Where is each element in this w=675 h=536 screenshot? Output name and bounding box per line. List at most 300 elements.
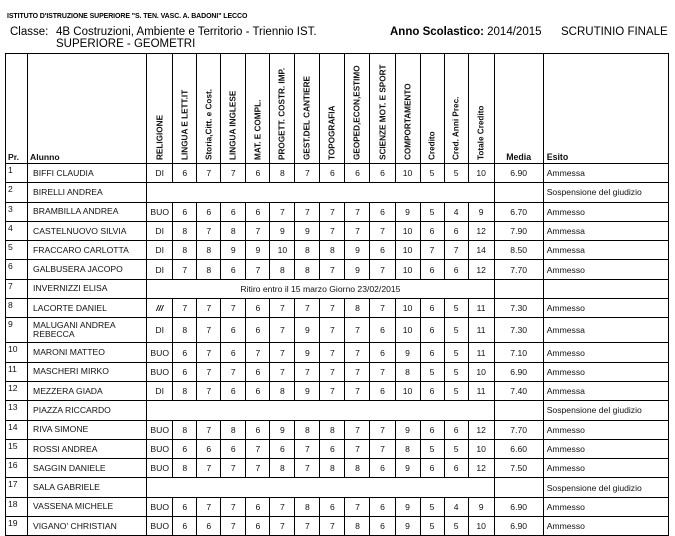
media-value: 6.90 xyxy=(494,497,543,516)
esito-value: Ammesso xyxy=(543,517,668,536)
school-year-value: 2014/2015 xyxy=(487,26,542,38)
grade-cell: 7 xyxy=(173,299,197,318)
column-header-label: GEOPED,ECON,ESTIMO xyxy=(352,65,362,160)
media-value: 8.50 xyxy=(494,241,543,260)
grade-cell: 6 xyxy=(246,420,270,439)
table-row xyxy=(6,241,669,260)
grade-cell: 7 xyxy=(246,459,270,478)
student-name: GALBUSERA JACOPO xyxy=(28,260,147,279)
student-name: BIFFI CLAUDIA xyxy=(28,164,147,183)
grade-cell: 9 xyxy=(345,241,370,260)
grade-cell: 7 xyxy=(320,221,345,240)
esito-value: Ammesso xyxy=(543,202,668,221)
grade-cell: 6 xyxy=(173,439,197,458)
column-header-label: LINGUA INGLESE xyxy=(228,90,238,160)
column-header-subject xyxy=(246,54,270,164)
grade-cell: 7 xyxy=(270,299,295,318)
grade-cell: 7 xyxy=(270,497,295,516)
row-number: 11 xyxy=(6,362,28,381)
grade-cell: 6 xyxy=(370,459,395,478)
grade-cell: 5 xyxy=(444,439,468,458)
grade-cell: 6 xyxy=(173,202,197,221)
student-name: MALUGANI ANDREA REBECCA xyxy=(28,318,147,343)
grade-cell: 5 xyxy=(420,439,444,458)
grade-cell: 5 xyxy=(444,318,468,343)
grade-cell: 9 xyxy=(345,260,370,279)
grade-cell: 8 xyxy=(295,260,320,279)
esito-value: Ammessa xyxy=(543,221,668,240)
row-number: 10 xyxy=(6,343,28,362)
grade-cell: 7 xyxy=(270,362,295,381)
table-row xyxy=(6,260,669,279)
grade-cell: 7 xyxy=(320,362,345,381)
grade-cell: 6 xyxy=(420,459,444,478)
grade-cell: 7 xyxy=(270,343,295,362)
grade-cell: 6 xyxy=(444,420,468,439)
media-value: 7.10 xyxy=(494,343,543,362)
grade-cell: 6 xyxy=(246,381,270,400)
esito-value: Ammesso xyxy=(543,459,668,478)
row-note xyxy=(147,183,494,202)
row-number: 7 xyxy=(6,279,28,298)
row-number: 15 xyxy=(6,439,28,458)
grade-cell: 10 xyxy=(395,318,420,343)
esito-value: Sospensione del giudizio xyxy=(543,183,668,202)
religion-grade: BUO xyxy=(147,497,173,516)
grade-cell: 8 xyxy=(173,241,197,260)
grade-cell: 10 xyxy=(395,299,420,318)
grade-cell: 8 xyxy=(295,420,320,439)
grade-cell: 6 xyxy=(420,260,444,279)
religion-grade: DI xyxy=(147,381,173,400)
grade-cell: 8 xyxy=(197,260,221,279)
column-header-label: COMPORTAMENTO xyxy=(403,83,413,160)
esito-value: Ammessa xyxy=(543,241,668,260)
grade-cell: 9 xyxy=(295,221,320,240)
grade-cell: 4 xyxy=(444,202,468,221)
column-header-label: SCIENZE MOT. E SPORT xyxy=(378,64,387,160)
grade-cell: 7 xyxy=(370,299,395,318)
grade-cell: 11 xyxy=(468,299,494,318)
student-name: CASTELNUOVO SILVIA xyxy=(28,221,147,240)
religion-grade: BUO xyxy=(147,420,173,439)
grade-cell: 5 xyxy=(444,343,468,362)
grade-cell: 6 xyxy=(197,439,221,458)
student-name: MARONI MATTEO xyxy=(28,343,147,362)
grade-cell: 7 xyxy=(295,517,320,536)
table-row xyxy=(6,459,669,478)
school-year xyxy=(390,26,542,38)
grade-cell: 5 xyxy=(420,362,444,381)
table-row xyxy=(6,221,669,240)
grade-cell: 7 xyxy=(420,241,444,260)
table-row xyxy=(6,279,669,298)
grade-cell: 6 xyxy=(420,318,444,343)
media-value: 7.30 xyxy=(494,318,543,343)
grade-cell: 6 xyxy=(246,362,270,381)
table-row xyxy=(6,164,669,183)
esito-value: Ammesso xyxy=(543,439,668,458)
student-name: MEZZERA GIADA xyxy=(28,381,147,400)
grade-cell: 6 xyxy=(246,497,270,516)
row-note xyxy=(147,401,494,420)
grade-cell: 10 xyxy=(468,164,494,183)
esito-value: Ammesso xyxy=(543,299,668,318)
grade-cell: 6 xyxy=(420,221,444,240)
grade-cell: 7 xyxy=(221,459,246,478)
scrutinio-title: SCRUTINIO FINALE xyxy=(561,26,668,38)
student-name: SAGGIN DANIELE xyxy=(28,459,147,478)
grade-cell: 6 xyxy=(221,343,246,362)
row-note xyxy=(147,478,494,497)
table-row xyxy=(6,183,669,202)
grade-cell: 6 xyxy=(197,517,221,536)
grade-cell: 6 xyxy=(221,381,246,400)
esito-value xyxy=(543,279,668,298)
grade-cell: 7 xyxy=(320,318,345,343)
grade-cell: 5 xyxy=(420,202,444,221)
grade-cell: 9 xyxy=(395,459,420,478)
grade-cell: 6 xyxy=(173,362,197,381)
grade-cell: 9 xyxy=(468,497,494,516)
grade-cell: 8 xyxy=(345,299,370,318)
grade-cell: 6 xyxy=(173,164,197,183)
grade-cell: 6 xyxy=(370,241,395,260)
religion-grade: BUO xyxy=(147,439,173,458)
grade-cell: 12 xyxy=(468,420,494,439)
grade-cell: 7 xyxy=(197,420,221,439)
grade-cell: 11 xyxy=(468,343,494,362)
religion-grade: DI xyxy=(147,164,173,183)
grade-cell: 12 xyxy=(468,459,494,478)
religion-grade: DI xyxy=(147,260,173,279)
media-value: 7.70 xyxy=(494,260,543,279)
column-header-subject xyxy=(420,54,444,164)
grade-cell: 9 xyxy=(270,221,295,240)
row-number: 6 xyxy=(6,260,28,279)
grade-cell: 7 xyxy=(246,260,270,279)
table-row xyxy=(6,517,669,536)
grade-cell: 7 xyxy=(246,343,270,362)
grade-cell: 8 xyxy=(320,459,345,478)
grade-cell: 9 xyxy=(246,241,270,260)
classe-label: Classe: xyxy=(10,26,49,38)
row-number: 2 xyxy=(6,183,28,202)
grade-cell: 6 xyxy=(221,260,246,279)
grade-cell: 8 xyxy=(345,517,370,536)
grade-cell: 6 xyxy=(173,343,197,362)
column-header-subject xyxy=(345,54,370,164)
esito-value: Sospensione del giudizio xyxy=(543,478,668,497)
grade-cell: 12 xyxy=(468,260,494,279)
column-header-subject xyxy=(197,54,221,164)
grade-cell: 8 xyxy=(270,459,295,478)
media-value: 7.90 xyxy=(494,221,543,240)
table-row xyxy=(6,202,669,221)
student-name: INVERNIZZI ELISA xyxy=(28,279,147,298)
esito-value: Ammesso xyxy=(543,497,668,516)
grade-cell: 6 xyxy=(444,260,468,279)
grade-cell: 7 xyxy=(295,164,320,183)
grade-cell: 8 xyxy=(395,362,420,381)
grade-cell: 7 xyxy=(197,318,221,343)
column-header-label: Cred. Anni Prec. xyxy=(451,96,461,160)
esito-value: Ammessa xyxy=(543,164,668,183)
grade-cell: 6 xyxy=(370,343,395,362)
media-value: 7.70 xyxy=(494,420,543,439)
row-number: 4 xyxy=(6,221,28,240)
grade-cell: 7 xyxy=(345,362,370,381)
grade-cell: 8 xyxy=(320,241,345,260)
media-value: 6.90 xyxy=(494,362,543,381)
grade-cell: 8 xyxy=(320,420,345,439)
table-row xyxy=(6,343,669,362)
grade-cell: 7 xyxy=(295,299,320,318)
grade-cell: 8 xyxy=(221,420,246,439)
grade-cell: 6 xyxy=(420,299,444,318)
esito-value: Ammesso xyxy=(543,420,668,439)
grade-cell: 6 xyxy=(370,497,395,516)
classe-value: 4B Costruzioni, Ambiente e Territorio - Triennio IST. SUPERIORE - GEOMETRI xyxy=(56,26,317,50)
column-header-alunno: Alunno xyxy=(28,54,147,164)
grade-cell: 6 xyxy=(320,439,345,458)
grade-cell: 7 xyxy=(444,241,468,260)
grade-cell: 7 xyxy=(345,343,370,362)
column-header-label: Credito xyxy=(427,131,437,160)
column-header-subject xyxy=(270,54,295,164)
grade-cell: 7 xyxy=(221,362,246,381)
column-header-subject xyxy=(395,54,420,164)
grade-cell: 7 xyxy=(197,381,221,400)
media-value: 7.40 xyxy=(494,381,543,400)
grade-cell: 10 xyxy=(395,260,420,279)
media-value: 6.60 xyxy=(494,439,543,458)
grade-cell: 14 xyxy=(468,241,494,260)
grade-cell: 7 xyxy=(320,517,345,536)
row-number: 17 xyxy=(6,478,28,497)
header-row xyxy=(6,54,669,164)
grade-cell: 7 xyxy=(221,497,246,516)
student-name: PIAZZA RICCARDO xyxy=(28,401,147,420)
grade-cell: 6 xyxy=(345,164,370,183)
grade-cell: 9 xyxy=(395,420,420,439)
grade-cell: 7 xyxy=(197,497,221,516)
table-row xyxy=(6,381,669,400)
grade-cell: 6 xyxy=(173,517,197,536)
media-value: 7.30 xyxy=(494,299,543,318)
grade-cell: 7 xyxy=(295,439,320,458)
grade-cell: 6 xyxy=(246,164,270,183)
grade-cell: 9 xyxy=(395,202,420,221)
grade-cell: 8 xyxy=(270,381,295,400)
table-row xyxy=(6,299,669,318)
grade-cell: 5 xyxy=(420,164,444,183)
column-header-label: Storia,Citt. e Cost. xyxy=(204,89,214,160)
media-value: 7.50 xyxy=(494,459,543,478)
grade-cell: 10 xyxy=(270,241,295,260)
table-row xyxy=(6,439,669,458)
row-number: 12 xyxy=(6,381,28,400)
esito-value: Ammessa xyxy=(543,318,668,343)
student-name: BRAMBILLA ANDREA xyxy=(28,202,147,221)
grade-cell: 7 xyxy=(197,299,221,318)
media-value: 6.90 xyxy=(494,517,543,536)
grade-cell: 7 xyxy=(295,202,320,221)
row-number: 9 xyxy=(6,318,28,343)
esito-value: Ammesso xyxy=(543,343,668,362)
grade-cell: 7 xyxy=(221,164,246,183)
row-number: 14 xyxy=(6,420,28,439)
grade-cell: 7 xyxy=(345,497,370,516)
column-header-subject xyxy=(147,54,173,164)
media-value: 6.70 xyxy=(494,202,543,221)
student-name: LACORTE DANIEL xyxy=(28,299,147,318)
column-header-media: Media xyxy=(494,54,543,164)
grade-cell: 7 xyxy=(197,459,221,478)
institute-title: ISTITUTO D'ISTRUZIONE SUPERIORE "S. TEN. VASC. A. BADONI" LECCO xyxy=(7,11,248,20)
column-header-pr: Pr. xyxy=(6,54,28,164)
table-row xyxy=(6,401,669,420)
grade-cell: 7 xyxy=(246,439,270,458)
grade-cell: 5 xyxy=(444,381,468,400)
grade-cell: 6 xyxy=(420,420,444,439)
grade-cell: 6 xyxy=(221,318,246,343)
student-name: ROSSI ANDREA xyxy=(28,439,147,458)
grade-cell: 7 xyxy=(345,202,370,221)
media-value xyxy=(494,478,543,497)
grade-cell: 6 xyxy=(246,517,270,536)
grade-cell: 7 xyxy=(270,202,295,221)
grade-cell: 6 xyxy=(246,202,270,221)
grade-cell: 9 xyxy=(395,343,420,362)
media-value: 6.90 xyxy=(494,164,543,183)
grades-body xyxy=(6,164,669,536)
grade-cell: 7 xyxy=(320,260,345,279)
column-header-subject xyxy=(320,54,345,164)
grade-cell: 9 xyxy=(295,318,320,343)
esito-value: Sospensione del giudizio xyxy=(543,401,668,420)
grade-cell: 7 xyxy=(173,260,197,279)
student-name: BIRELLI ANDREA xyxy=(28,183,147,202)
grade-cell: 7 xyxy=(197,164,221,183)
religion-grade: DI xyxy=(147,318,173,343)
grade-cell: 9 xyxy=(221,241,246,260)
grade-cell: 9 xyxy=(295,343,320,362)
media-value xyxy=(494,401,543,420)
esito-value: Ammesso xyxy=(543,260,668,279)
grade-cell: 9 xyxy=(295,381,320,400)
grade-cell: 8 xyxy=(173,381,197,400)
grade-cell: 7 xyxy=(370,420,395,439)
grade-cell: 10 xyxy=(468,439,494,458)
grade-cell: 10 xyxy=(395,164,420,183)
column-header-label: LINGUA E LETT.IT xyxy=(180,89,190,160)
grade-cell: 7 xyxy=(370,439,395,458)
grade-cell: 7 xyxy=(320,299,345,318)
religion-grade: BUO xyxy=(147,343,173,362)
column-header-label: PROGETT. COSTR. IMP. xyxy=(277,67,287,160)
column-header-esito: Esito xyxy=(543,54,668,164)
grade-cell: 6 xyxy=(270,439,295,458)
grade-cell: 9 xyxy=(468,202,494,221)
grade-cell: 7 xyxy=(221,517,246,536)
grade-cell: 7 xyxy=(197,221,221,240)
media-value xyxy=(494,183,543,202)
religion-grade: BUO xyxy=(147,517,173,536)
esito-value: Ammesso xyxy=(543,362,668,381)
column-header-subject xyxy=(370,54,395,164)
column-header-label: MAT. E COMPL. xyxy=(253,99,263,160)
grade-cell: 7 xyxy=(345,221,370,240)
row-number: 5 xyxy=(6,241,28,260)
grade-cell: 7 xyxy=(345,439,370,458)
grade-cell: 8 xyxy=(395,439,420,458)
row-note: Ritiro entro il 15 marzo Giorno 23/02/2015 xyxy=(147,279,494,298)
grade-cell: 8 xyxy=(173,221,197,240)
student-name: VIGANO' CHRISTIAN xyxy=(28,517,147,536)
column-header-subject xyxy=(468,54,494,164)
column-header-label: Totale Credito xyxy=(476,105,486,160)
grade-cell: 7 xyxy=(270,517,295,536)
grade-cell: 12 xyxy=(468,221,494,240)
grade-cell: 8 xyxy=(221,221,246,240)
grade-cell: 7 xyxy=(197,343,221,362)
grade-cell: 10 xyxy=(468,362,494,381)
media-value xyxy=(494,279,543,298)
grade-cell: 5 xyxy=(444,517,468,536)
grade-cell: 6 xyxy=(197,202,221,221)
grade-cell: 7 xyxy=(345,381,370,400)
row-number: 3 xyxy=(6,202,28,221)
grade-cell: 7 xyxy=(370,362,395,381)
religion-grade: DI xyxy=(147,241,173,260)
column-header-subject xyxy=(173,54,197,164)
grade-cell: 5 xyxy=(444,362,468,381)
grade-cell: 6 xyxy=(370,381,395,400)
column-header-label: GEST.DEL CANTIERE xyxy=(302,75,312,160)
grade-cell: 6 xyxy=(246,299,270,318)
grade-cell: 7 xyxy=(320,202,345,221)
student-name: SALA GABRIELE xyxy=(28,478,147,497)
grade-cell: 6 xyxy=(370,517,395,536)
row-number: 13 xyxy=(6,401,28,420)
grade-cell: 9 xyxy=(395,517,420,536)
religion-grade: DI xyxy=(147,221,173,240)
table-row xyxy=(6,497,669,516)
grade-cell: 9 xyxy=(270,420,295,439)
grade-cell: 6 xyxy=(370,164,395,183)
grade-cell: 10 xyxy=(395,221,420,240)
row-number: 18 xyxy=(6,497,28,516)
grade-cell: 6 xyxy=(246,318,270,343)
grade-cell: 8 xyxy=(173,318,197,343)
grade-cell: 6 xyxy=(420,343,444,362)
grade-cell: 5 xyxy=(420,517,444,536)
student-name: RIVA SIMONE xyxy=(28,420,147,439)
grade-cell: 7 xyxy=(246,221,270,240)
grade-cell: 8 xyxy=(197,241,221,260)
grade-cell: 6 xyxy=(173,497,197,516)
school-year-label: Anno Scolastico: xyxy=(390,26,484,38)
grade-cell: 8 xyxy=(270,164,295,183)
grade-cell: 7 xyxy=(320,343,345,362)
grade-cell: 4 xyxy=(444,497,468,516)
grade-cell: 5 xyxy=(444,299,468,318)
grade-cell: 6 xyxy=(221,202,246,221)
grade-cell: 6 xyxy=(221,439,246,458)
grade-cell: 10 xyxy=(395,381,420,400)
grade-cell: 6 xyxy=(370,318,395,343)
